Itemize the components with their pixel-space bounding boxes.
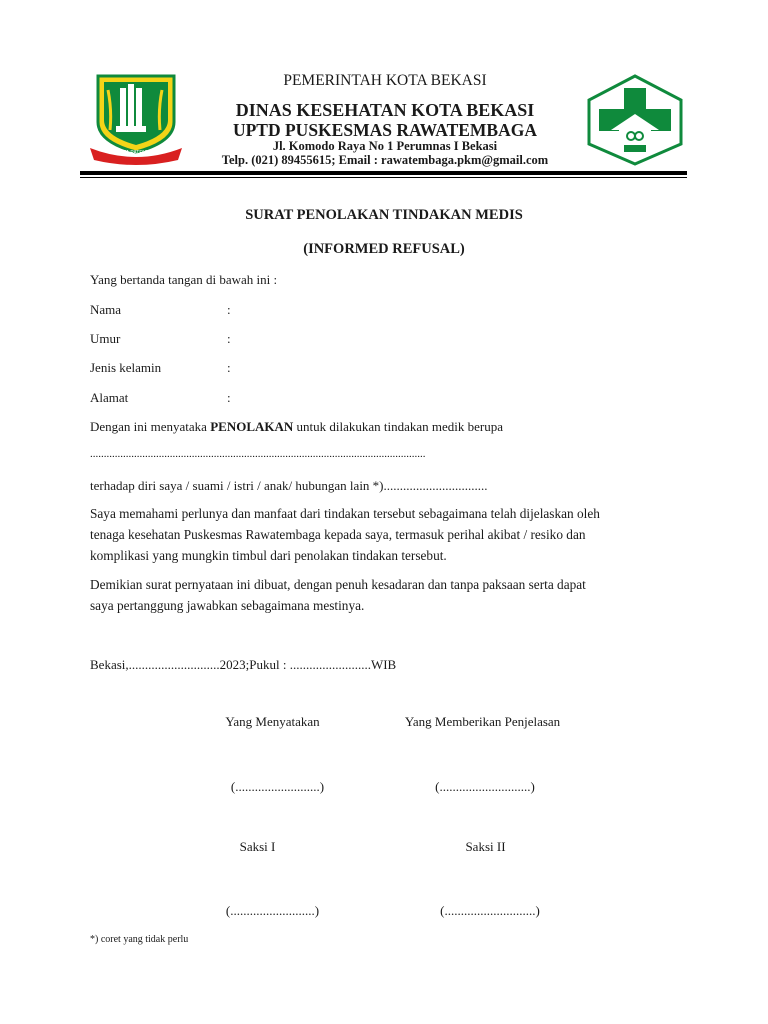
relation-line: terhadap diri saya / suami / istri / anak/ hubungan lain *)................................ xyxy=(90,478,488,493)
city-crest-logo xyxy=(86,70,186,165)
witness-title-right: Saksi II xyxy=(465,839,506,854)
department-name: DINAS KESEHATAN KOTA BEKASI xyxy=(235,100,535,120)
field-label-jenis-kelamin: Jenis kelamin xyxy=(90,360,162,375)
field-sep-jenis-kelamin: : xyxy=(227,360,231,375)
document-title: SURAT PENOLAKAN TINDAKAN MEDIS xyxy=(245,207,523,223)
paragraph1-line: komplikasi yang mungkin timbul dari penolakan tindakan tersebut. xyxy=(90,548,447,563)
paragraph1-line: tenaga kesehatan Puskesmas Rawatembaga kepada saya, termasuk perihal akibat / resiko dan xyxy=(90,527,586,542)
field-label-nama: Nama xyxy=(90,302,122,317)
field-label-alamat: Alamat xyxy=(90,390,129,405)
statement-bold: PENOLAKAN xyxy=(210,419,294,434)
declaration-paragraph xyxy=(90,574,690,616)
crest-ribbon-text: KOTA PATRIOT xyxy=(116,150,152,156)
field-sep-umur: : xyxy=(227,331,231,346)
date-time-line: Bekasi,............................2023;Pukul : .........................WIB xyxy=(90,657,397,672)
intro-text: Yang bertanda tangan di bawah ini : xyxy=(90,272,278,287)
statement-after: untuk dilakukan tindakan medik berupa xyxy=(293,419,504,434)
letterhead-rule-thick xyxy=(80,171,687,175)
footnote: *) coret yang tidak perlu xyxy=(90,934,189,945)
refusal-statement xyxy=(90,419,503,435)
field-label-umur: Umur xyxy=(90,331,121,346)
statement-before: Dengan ini menyataka xyxy=(90,419,211,434)
witness-blank-right: (............................) xyxy=(440,903,540,918)
procedure-dots-line: .......................................................................................................................... xyxy=(90,448,426,460)
witness-title-left: Saksi I xyxy=(239,839,276,854)
document-subtitle: (INFORMED REFUSAL) xyxy=(303,241,465,257)
field-sep-alamat: : xyxy=(227,390,231,405)
paragraph1-line: Saya memahami perlunya dan manfaat dari tindakan tersebut sebagaimana telah dijelaskan oleh xyxy=(90,506,600,521)
signature-blank-left: (..........................) xyxy=(230,779,325,794)
address-line: Jl. Komodo Raya No 1 Perumnas I Bekasi xyxy=(272,139,498,153)
paragraph2-line: Demikian surat pernyataan ini dibuat, dengan penuh kesadaran dan tanpa paksaan serta dapat xyxy=(90,577,586,592)
signature-blank-right: (............................) xyxy=(435,779,535,794)
paragraph2-line: saya pertanggung jawabkan sebagaimana mestinya. xyxy=(90,598,365,613)
witness-blank-left: (..........................) xyxy=(225,903,320,918)
field-sep-nama: : xyxy=(227,302,231,317)
government-name: PEMERINTAH KOTA BEKASI xyxy=(283,72,487,89)
puskesmas-logo xyxy=(585,74,685,166)
unit-name: UPTD PUSKESMAS RAWATEMBAGA xyxy=(232,120,537,140)
signer-title-right: Yang Memberikan Penjelasan xyxy=(404,714,561,729)
signer-title-left: Yang Menyatakan xyxy=(225,714,320,729)
understanding-paragraph xyxy=(90,503,690,566)
contact-line: Telp. (021) 89455615; Email : rawatembaga.pkm@gmail.com xyxy=(221,153,549,167)
letterhead-rule-thin xyxy=(80,177,687,178)
